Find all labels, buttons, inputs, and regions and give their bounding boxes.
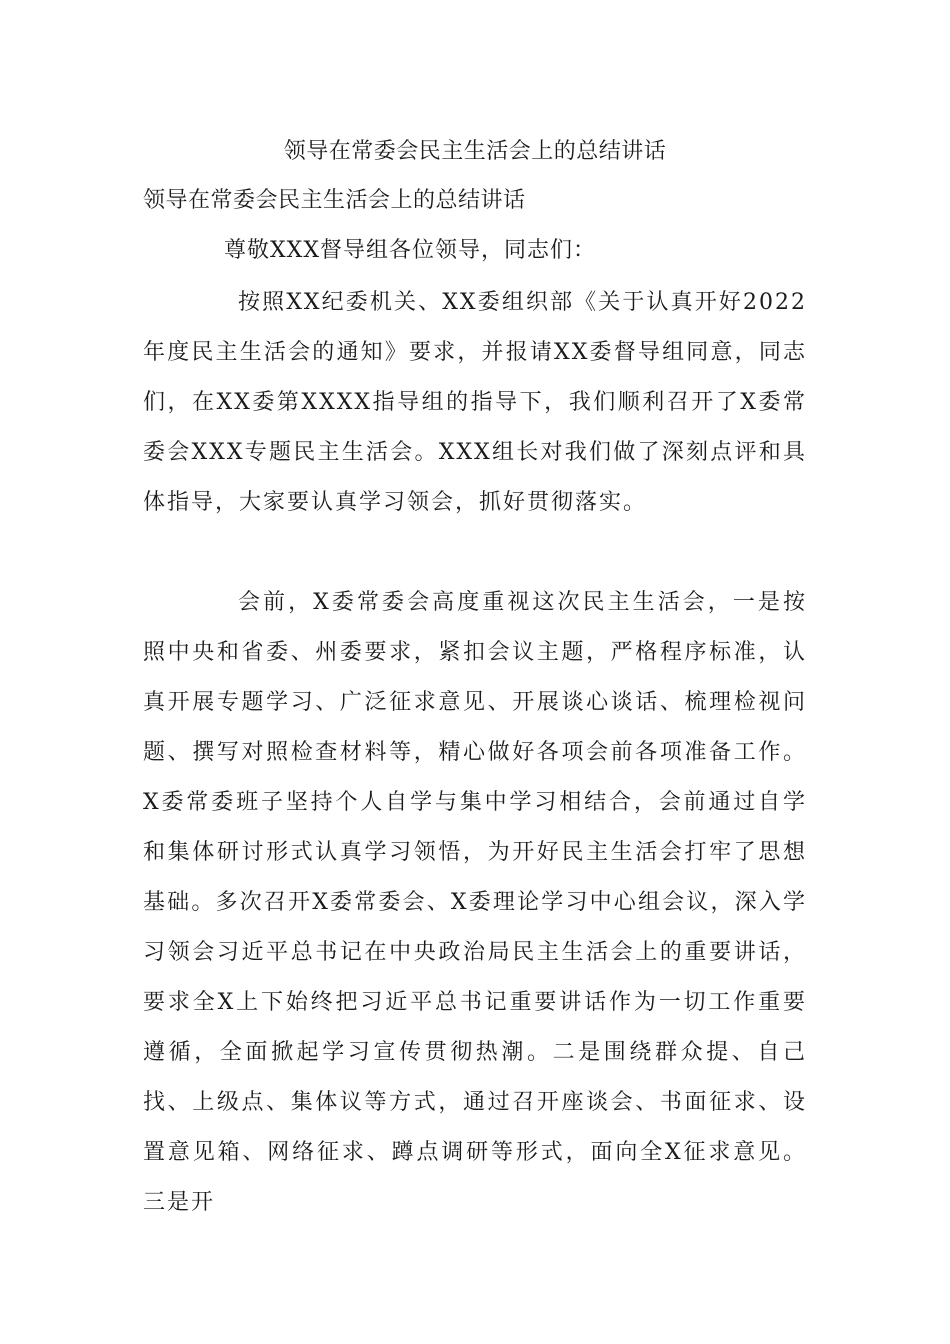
document-subtitle: 领导在常委会民主生活会上的总结讲话 <box>143 188 526 213</box>
document-title: 领导在常委会民主生活会上的总结讲话 <box>283 139 667 164</box>
paragraph: 会前，X委常委会高度重视这次民主生活会，一是按照中央和省委、州委要求，紧扣会议主题，严格程序标准，认真开展专题学习、广泛征求意见、开展谈心谈话、梳理检视问题、撰写对照检查材料等，精心做好各项会前各项准备工作。X委常委班子坚持个人自学与集中学习相结合，会前通过自学和集体研讨形式认真学习领悟，为开好民主生活会打牢了思想基础。多次召开X委常委会、X委理论学习中心组会议，深入学习领会习近平总书记在中央政治局民主生活会上的重要讲话，要求全X上下始终把习近平总书记重要讲话作为一切工作重要遵循，全面掀起学习宣传贯彻热潮。二是围绕群众提、自己找、上级点、集体议等方式，通过召开座谈会、书面征求、设置意见箱、网络征求、蹲点调研等形式，面向全X征求意见。三是开 <box>143 590 807 1215</box>
paragraph: 按照XX纪委机关、XX委组织部《关于认真开好2022年度民主生活会的通知》要求，并报请XX委督导组同意，同志们，在XX委第XXXX指导组的指导下，我们顺利召开了X委常委会XXX专题民主生活会。XXX组长对我们做了深刻点评和具体指导，大家要认真学习领会，抓好贯彻落实。 <box>143 290 807 515</box>
salutation: 尊敬XXX督导组各位领导，同志们： <box>224 238 596 263</box>
